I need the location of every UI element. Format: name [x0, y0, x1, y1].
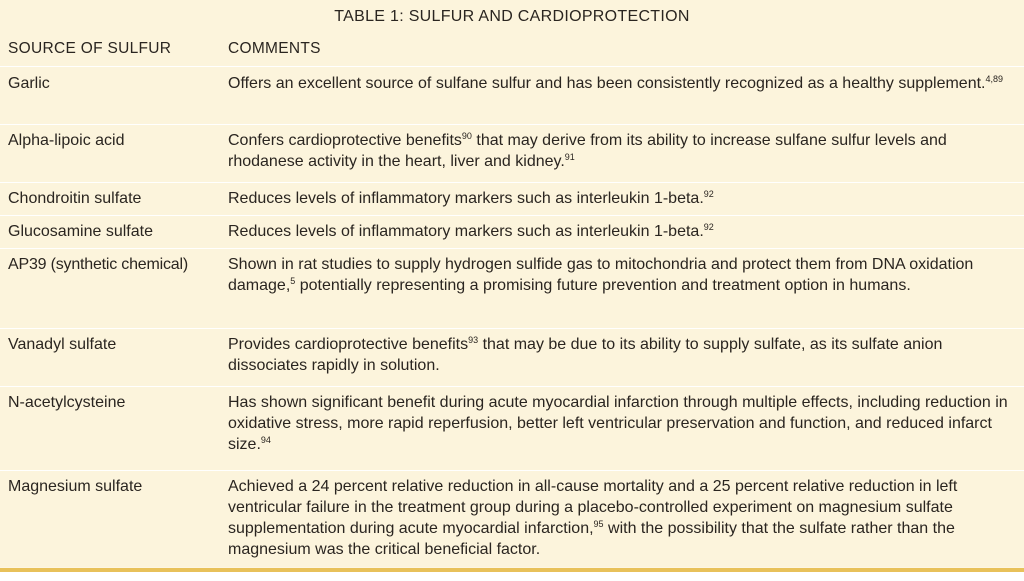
header-comments: COMMENTS: [228, 40, 321, 57]
reference-superscript: 5: [290, 276, 296, 286]
row-comment: [228, 73, 1016, 94]
reference-superscript: 92: [703, 189, 714, 199]
reference-superscript: 91: [564, 152, 575, 162]
comment-text: Achieved a 24 percent relative reduction in all-cause mortality and a 25 percent relative reduction in left ventricular failure in the treatment group during a placebo-controlled experiment on magnesium sulfate supplementation during acute myocardial infarction,: [228, 478, 958, 537]
row-source: N-acetylcysteine: [8, 394, 126, 411]
row-source: AP39 (synthetic chemical): [8, 256, 188, 273]
comment-text: Offers an excellent source of sulfane sulfur and has been consistently recognized as a healthy supplement.: [228, 75, 986, 92]
header-source: SOURCE OF SULFUR: [8, 40, 172, 57]
reference-superscript: 4,89: [985, 74, 1004, 84]
row-divider: [0, 66, 1024, 67]
row-comment: [228, 221, 1016, 242]
reference-superscript: 94: [260, 435, 271, 445]
comment-text: that may be due to its ability to supply sulfate, as its sulfate anion dissociates rapidly in solution.: [228, 336, 943, 374]
row-source: Alpha-lipoic acid: [8, 132, 125, 149]
comment-text: Shown in rat studies to supply hydrogen sulfide gas to mitochondria and protect them from DNA oxidation damage,: [228, 256, 974, 294]
reference-superscript: 92: [703, 222, 714, 232]
row-divider: [0, 215, 1024, 216]
reference-superscript: 95: [593, 519, 604, 529]
row-source: Vanadyl sulfate: [8, 336, 117, 353]
row-comment: [228, 334, 1016, 376]
comment-text: Confers cardioprotective benefits: [228, 132, 462, 149]
row-comment: [228, 392, 1016, 455]
row-divider: [0, 182, 1024, 183]
comment-text: potentially representing a promising future prevention and treatment option in humans.: [295, 277, 911, 294]
comment-text: Has shown significant benefit during acute myocardial infarction through multiple effects, including reduction in oxidative stress, more rapid reperfusion, better left ventricular preservation and function, and reduced infarct size.: [228, 394, 1008, 453]
row-divider: [0, 124, 1024, 125]
page-bottom-margin: [0, 572, 1024, 581]
comment-text: with the possibility that the sulfate rather than the magnesium was the critical beneficial factor.: [228, 520, 955, 558]
row-source: Magnesium sulfate: [8, 478, 143, 495]
row-comment: [228, 254, 1016, 296]
comment-text: Reduces levels of inflammatory markers such as interleukin 1-beta.: [228, 190, 704, 207]
row-source: Chondroitin sulfate: [8, 190, 142, 207]
row-source: Garlic: [8, 75, 50, 92]
row-source: Glucosamine sulfate: [8, 223, 153, 240]
row-divider: [0, 470, 1024, 471]
row-comment: [228, 130, 1016, 172]
comment-text: Reduces levels of inflammatory markers such as interleukin 1-beta.: [228, 223, 704, 240]
row-comment: [228, 188, 1016, 209]
reference-superscript: 93: [468, 335, 479, 345]
row-divider: [0, 248, 1024, 249]
row-comment: [228, 476, 1016, 560]
row-divider: [0, 328, 1024, 329]
row-divider: [0, 386, 1024, 387]
comment-text: Provides cardioprotective benefits: [228, 336, 469, 353]
table-title: TABLE 1: SULFUR AND CARDIOPROTECTION: [334, 8, 690, 25]
comment-text: that may derive from its ability to increase sulfane sulfur levels and rhodanese activity in the heart, liver and kidney.: [228, 132, 947, 170]
reference-superscript: 90: [461, 131, 472, 141]
